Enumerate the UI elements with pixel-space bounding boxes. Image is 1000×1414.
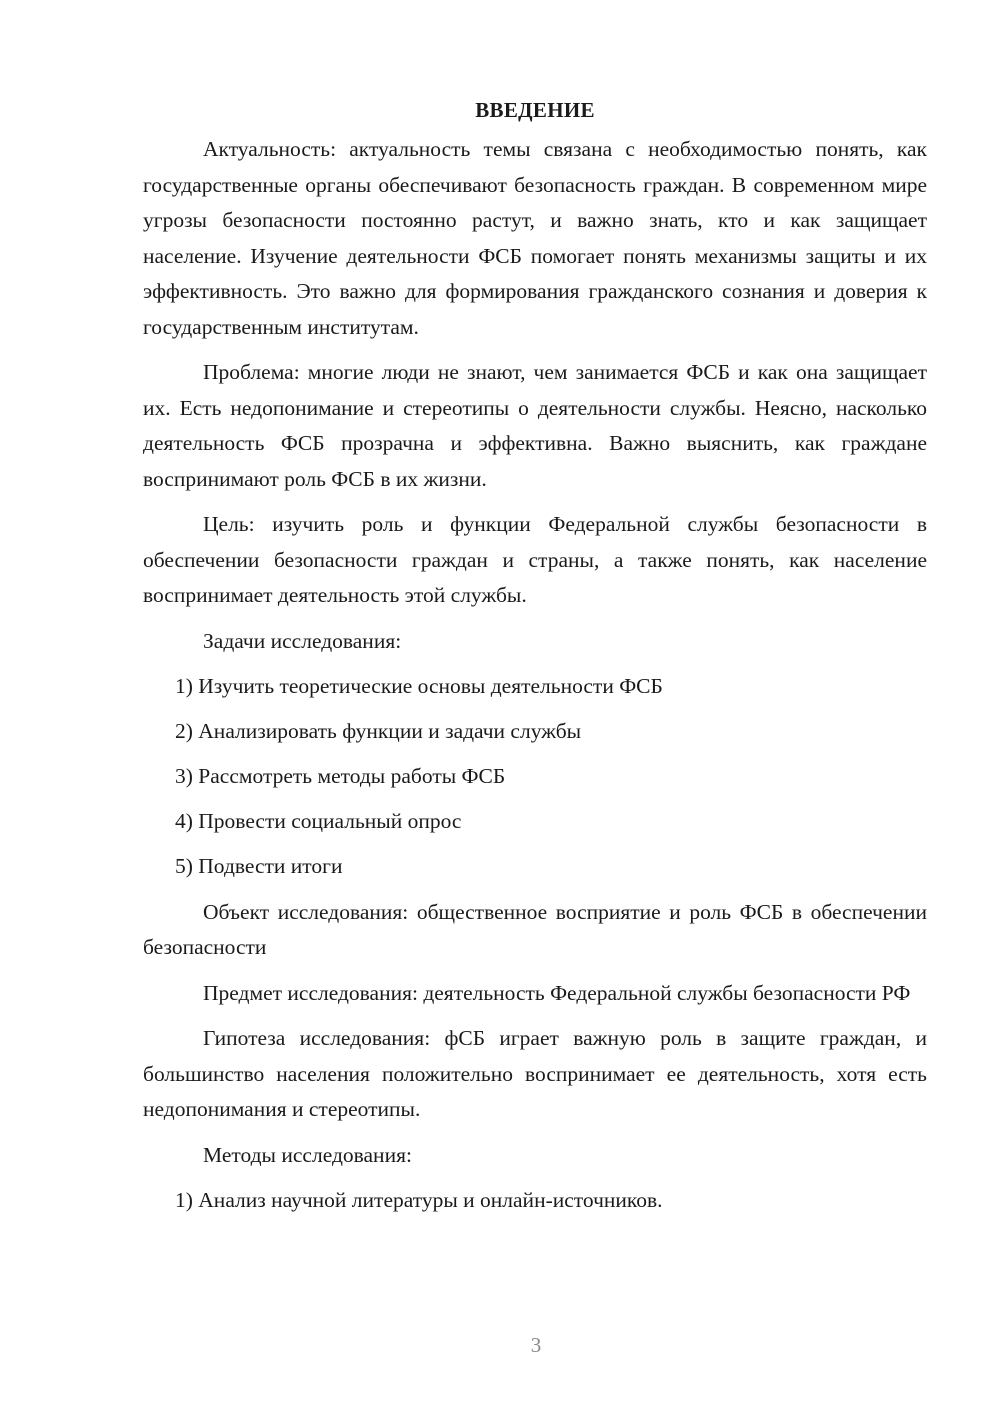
task-item-3: 3) Рассмотреть методы работы ФСБ [175,764,506,788]
tasks-list [143,669,927,885]
page-number: 3 [530,1333,542,1357]
goal-paragraph: Цель: изучить роль и функции Федеральной службы безопасности в обеспечении безопасности граждан и страны, а также понять, как население воспринимает деятельность этой службы. [143,512,927,607]
task-item-2: 2) Анализировать функции и задачи службы [175,719,582,743]
hypothesis-paragraph: Гипотеза исследования: фСБ играет важную роль в защите граждан, и большинство населения положительно воспринимает ее деятельность, хотя есть недопонимания и стереотипы. [143,1026,927,1121]
methods-list [143,1183,927,1219]
task-item-1: 1) Изучить теоретические основы деятельности ФСБ [175,674,663,698]
tasks-heading: Задачи исследования: [203,628,402,653]
task-item-4: 4) Провести социальный опрос [175,809,462,833]
object-paragraph: Объект исследования: общественное восприятие и роль ФСБ в обеспечении безопасности [143,899,927,959]
subject-paragraph: Предмет исследования: деятельность Федеральной службы безопасности РФ [203,980,911,1005]
task-item-5: 5) Подвести итоги [175,854,343,878]
methods-heading: Методы исследования: [203,1142,412,1167]
relevance-paragraph: Актуальность: актуальность темы связана с необходимостью понять, как государственные органы обеспечивают безопасность граждан. В современном мире угрозы безопасности постоянно растут, и важно знать, кто и как защищает население. Изучение деятельности ФСБ помогает понять механизмы защиты и их эффективность. Это важно для формирования гражданского сознания и доверия к государственным институтам. [143,137,927,339]
problem-paragraph: Проблема: многие люди не знают, чем занимается ФСБ и как она защищает их. Есть недопонимание и стереотипы о деятельности службы. Неясно, насколько деятельность ФСБ прозрачна и эффективна. Важно выяснить, как граждане воспринимают роль ФСБ в их жизни. [143,360,927,491]
method-item-1: 1) Анализ научной литературы и онлайн-источников. [175,1188,663,1212]
section-title: ВВЕДЕНИЕ [475,98,595,122]
document-page [143,92,927,1229]
